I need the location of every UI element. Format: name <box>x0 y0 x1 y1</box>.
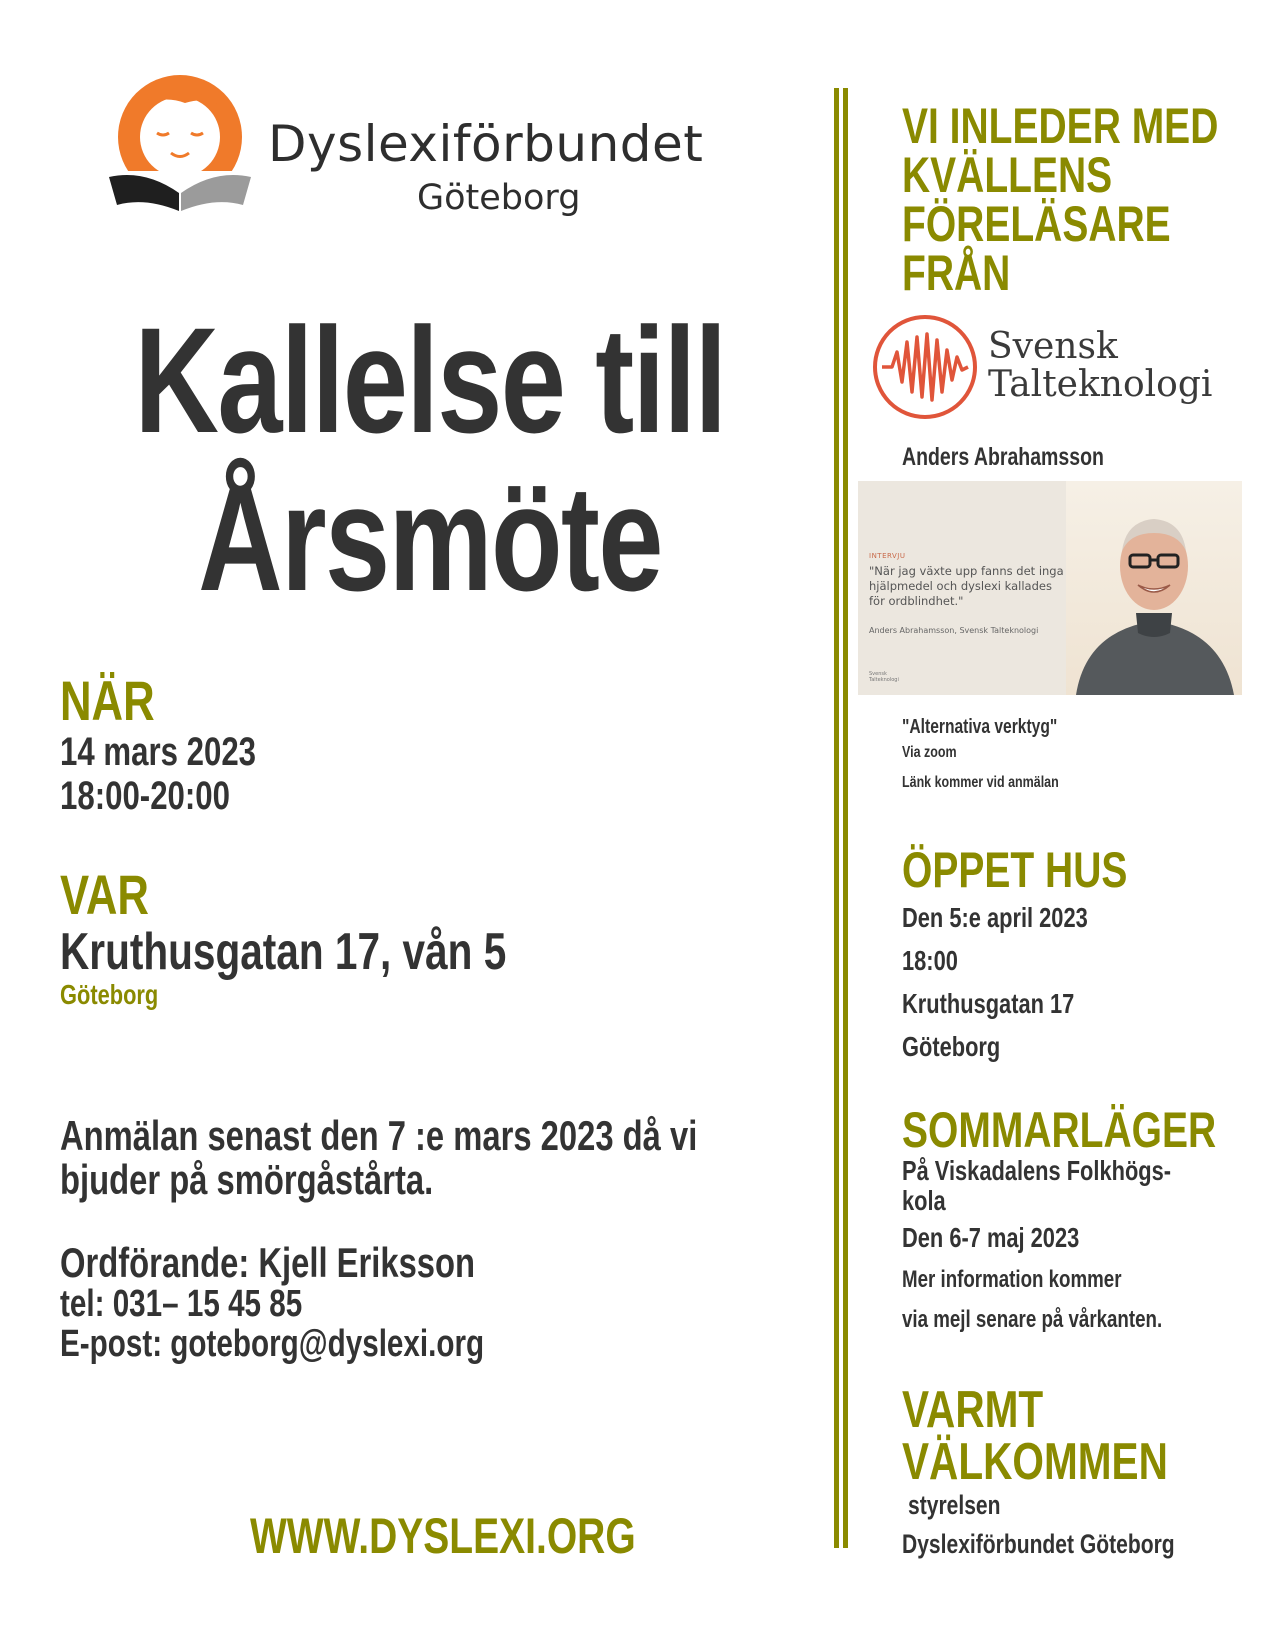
where-city: Göteborg <box>60 979 159 1010</box>
speaker-quote-card <box>858 481 1066 695</box>
summer-camp-date: Den 6-7 maj 2023 <box>902 1222 1080 1253</box>
speaker-image <box>858 481 1242 695</box>
welcome-line-1: VARMT <box>902 1381 1044 1439</box>
sidebar-intro <box>902 98 1275 301</box>
partner-logo-line-2: Talteknologi <box>988 364 1213 405</box>
talk-link-note: Länk kommer vid anmälan <box>902 774 1059 791</box>
summer-camp-place-line-1: På Viskadalens Folkhögs- <box>902 1155 1172 1186</box>
contact-chair: Ordförande: Kjell Eriksson <box>60 1239 476 1286</box>
logo-org-name: Dyslexiförbundet <box>268 115 704 173</box>
registration-line-2: bjuder på smörgåstårta. <box>60 1156 434 1203</box>
registration-section <box>60 1114 877 1202</box>
summer-camp-place-line-2: kola <box>902 1185 946 1216</box>
speaker-quote-text: "När jag växte upp fanns det inga hjälpmedel och dyslexi kallades för ordblindhet." <box>869 564 1064 608</box>
intro-line-4: FRÅN <box>902 245 1011 301</box>
talk-via: Via zoom <box>902 744 957 761</box>
contact-section <box>60 1239 604 1365</box>
speaker-portrait-icon <box>1066 481 1242 695</box>
open-house-address: Kruthusgatan 17 <box>902 988 1075 1019</box>
welcome-from: styrelsen <box>908 1490 1001 1520</box>
open-house-city: Göteborg <box>902 1031 1001 1062</box>
open-house-heading: ÖPPET HUS <box>902 842 1128 898</box>
open-house-date: Den 5:e april 2023 <box>902 902 1088 933</box>
speaker-name-wrap <box>902 443 1161 471</box>
when-heading: NÄR <box>60 669 155 732</box>
summer-camp-info-line-2: via mejl senare på vårkanten. <box>902 1306 1163 1333</box>
registration-line-1: Anmälan senast den 7 :e mars 2023 då vi <box>60 1112 698 1159</box>
welcome-line-2: VÄLKOMMEN <box>902 1433 1168 1491</box>
welcome-org: Dyslexiförbundet Göteborg <box>902 1529 1175 1559</box>
reading-child-logo-icon <box>105 75 255 220</box>
partner-logo-line-1: Svensk <box>988 326 1118 367</box>
organization-logo <box>105 75 725 225</box>
title-line-2: Årsmöte <box>198 454 662 622</box>
speaker-quote-byline: Anders Abrahamsson, Svensk Talteknologi <box>869 626 1039 635</box>
contact-phone: tel: 031– 15 45 85 <box>60 1283 303 1325</box>
where-address: Kruthusgatan 17, vån 5 <box>60 923 507 981</box>
summer-camp-heading: SOMMARLÄGER <box>902 1102 1217 1158</box>
talk-section <box>902 716 1103 798</box>
speaker-photo <box>1066 481 1242 695</box>
intro-line-1: VI INLEDER MED <box>902 98 1219 154</box>
open-house-time: 18:00 <box>902 945 958 976</box>
when-section <box>60 669 311 818</box>
speaker-name: Anders Abrahamsson <box>902 443 1104 471</box>
partner-logo <box>870 312 1213 422</box>
speaker-quote-label: INTERVJU <box>869 552 906 560</box>
open-house-section <box>902 844 1191 1068</box>
where-heading: VAR <box>60 863 149 926</box>
page-title <box>0 296 860 622</box>
speaker-quote-logo: Svensk Talteknologi <box>869 671 899 683</box>
contact-email: E-post: goteborg@dyslexi.org <box>60 1323 485 1365</box>
title-line-1: Kallelse till <box>134 296 726 464</box>
column-divider <box>834 88 848 1548</box>
when-date: 14 mars 2023 <box>60 730 257 774</box>
logo-org-city: Göteborg <box>417 178 581 218</box>
when-time: 18:00-20:00 <box>60 774 230 818</box>
summer-camp-section <box>902 1104 1275 1340</box>
welcome-section <box>902 1381 1252 1566</box>
website-text: WWW.DYSLEXI.ORG <box>250 1508 636 1564</box>
intro-line-3: FÖRELÄSARE <box>902 196 1171 252</box>
website-link[interactable] <box>250 1510 744 1562</box>
summer-camp-info-line-1: Mer information kommer <box>902 1266 1122 1293</box>
intro-line-2: KVÄLLENS <box>902 147 1113 203</box>
sound-wave-logo-icon <box>870 312 980 422</box>
where-section <box>60 863 632 1010</box>
talk-title: "Alternativa verktyg" <box>902 716 1058 738</box>
